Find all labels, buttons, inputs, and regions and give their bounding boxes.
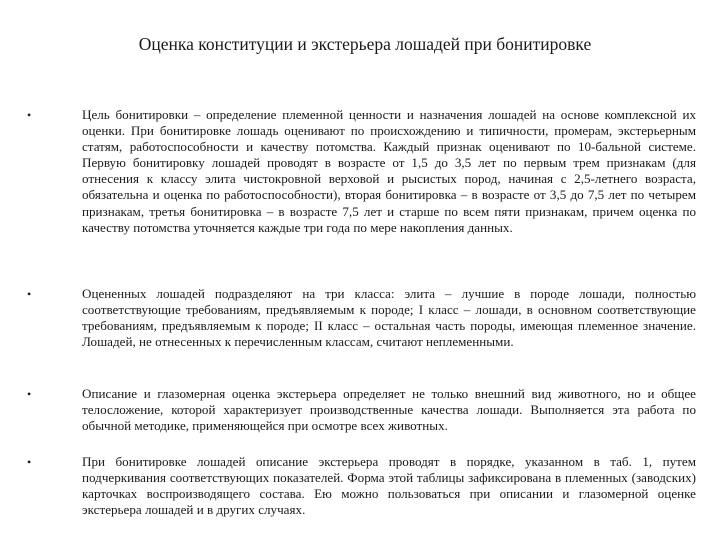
slide-title: Оценка конституции и экстерьера лошадей при бонитировке	[138, 34, 592, 54]
bullet-text: Оцененных лошадей подразделяют на три класса: элита – лучшие в породе лошади, полностью соответствующие требованиям, предъявляемым к породе; I класс – лошади, в основном соответствующие требованиям, предъявляемым к породе; II класс – остальная часть породы, имеющая племенное значение. Лошадей, не отнесенных к перечисленным классам, считают неплеменными.	[82, 286, 696, 350]
bullet-text: При бонитировке лошадей описание экстерьера проводят в порядке, указанном в таб. 1, путем подчеркивания соответствующих показателей. Форма этой таблицы зафиксирована в племенных (заводских) карточках воспроизводящего состава. Ею можно пользоваться при описании и глазомерной оценке экстерьера лошадей и в других случаях.	[82, 454, 696, 518]
bullet-icon: •	[27, 387, 32, 401]
bullet-icon: •	[27, 108, 32, 122]
bullet-icon: •	[27, 455, 32, 469]
bullet-icon: •	[27, 287, 32, 301]
bullet-text: Описание и глазомерная оценка экстерьера определяет не только внешний вид животного, но и общее телосложение, которой характеризует производственные качества лошади. Выполняется эта работа по обычной методике, применяющейся при осмотре всех животных.	[82, 386, 696, 434]
bullet-text: Цель бонитировки – определение племенной ценности и назначения лошадей на основе комплексной их оценки. При бонитировке лошадь оценивают по происхождению и типичности, промерам, экстерьерным статям, работоспособности и качеству потомства. Каждый признак оценивают по 10-бальной системе. Первую бонитировку лошадей проводят в возрасте от 1,5 до 3,5 лет по первым трем признакам (для отнесения к классу элита чистокровной верховой и рысистых пород, начиная с 2,5-летнего возраста, обязательна и оценка по работоспособности), вторая бонитировка – в возрасте от 3,5 до 7,5 лет по четырем признакам, третья бонитировка – в возрасте 7,5 лет и старше по всем пяти признакам, причем оценка по качеству потомства уточняется каждые три года по мере накопления данных.	[82, 107, 696, 235]
